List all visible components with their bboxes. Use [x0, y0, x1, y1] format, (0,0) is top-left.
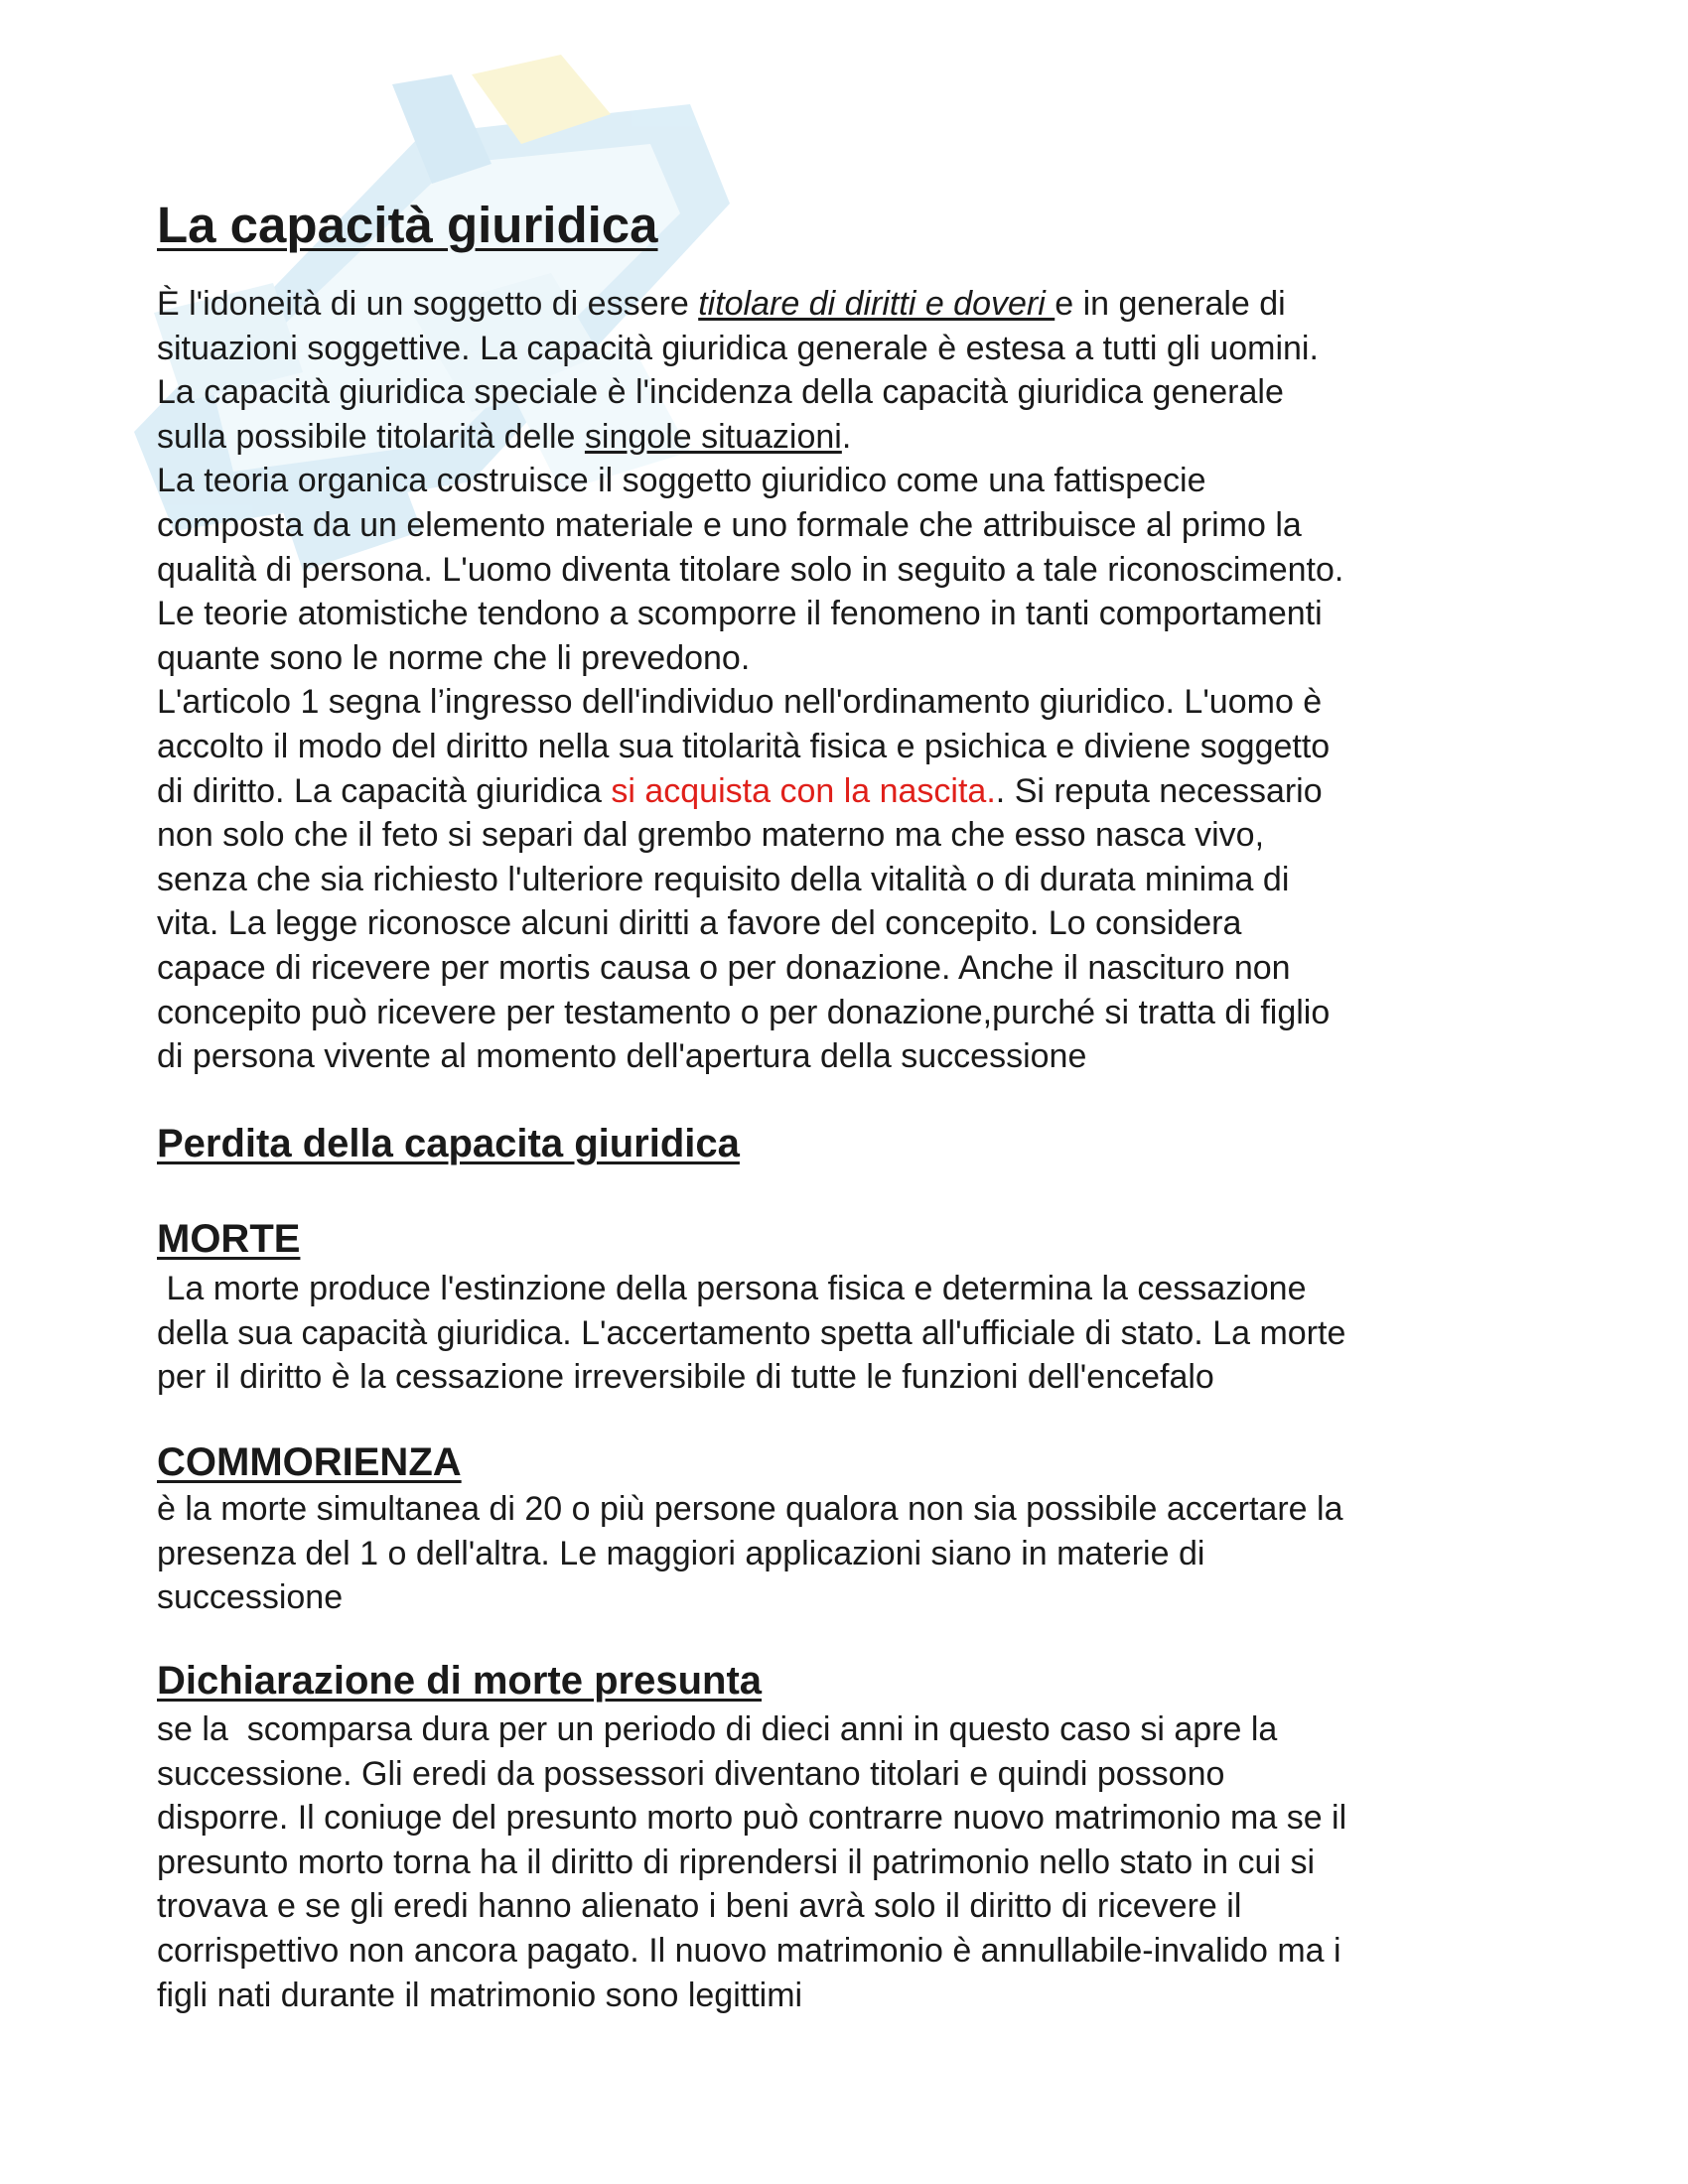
commorienza-paragraph — [157, 1487, 1342, 1620]
presumed-death-paragraph — [157, 1707, 1346, 2017]
text-line: corrispettivo non ancora pagato. Il nuovo matrimonio è annullabile-invalido ma i — [157, 1931, 1341, 1970]
section-heading-death: MORTE — [157, 1217, 301, 1261]
text-line: della sua capacità giuridica. L'accertamento spetta all'ufficiale di stato. La morte — [157, 1313, 1346, 1352]
section-heading-presumed-death: Dichiarazione di morte presunta — [157, 1659, 763, 1703]
text-line: La capacità giuridica speciale è l'incidenza della capacità giuridica generale — [157, 373, 1284, 412]
text-line: successione. Gli eredi da possessori diventano titolari e quindi possono — [157, 1754, 1225, 1793]
text-line: senza che sia richiesto l'ulteriore requisito della vitalità o di durata minima di — [157, 860, 1290, 898]
text-line: presunto morto torna ha il diritto di riprendersi il patrimonio nello stato in cui si — [157, 1843, 1315, 1881]
text-line: trovava e se gli eredi hanno alienato i beni avrà solo il diritto di ricevere il — [157, 1887, 1242, 1926]
intro-paragraph — [157, 282, 1547, 1079]
text-line: È l'idoneità di un soggetto di essere titolare di diritti e doveri e in generale di — [157, 285, 1286, 323]
text-line: per il diritto è la cessazione irreversibile di tutte le funzioni dell'encefalo — [157, 1358, 1214, 1397]
text-line: capace di ricevere per mortis causa o per donazione. Anche il nascituro non — [157, 948, 1291, 987]
text-line: non solo che il feto si separi dal grembo materno ma che esso nasca vivo, — [157, 816, 1265, 855]
text-line: La teoria organica costruisce il soggetto giuridico come una fattispecie — [157, 462, 1206, 500]
text-line: Le teorie atomistiche tendono a scomporre il fenomeno in tanti comportamenti — [157, 595, 1323, 633]
text-line: quante sono le norme che li prevedono. — [157, 638, 751, 677]
text-line: situazioni soggettive. La capacità giuridica generale è estesa a tutti gli uomini. — [157, 329, 1319, 367]
text-line: composta da un elemento materiale e uno formale che attribuisce al primo la — [157, 505, 1302, 544]
text-line: disporre. Il coniuge del presunto morto può contrarre nuovo matrimonio ma se il — [157, 1799, 1347, 1838]
underlined-text: singole situazioni — [584, 417, 842, 456]
text-line: di persona vivente al momento dell'apertura della successione — [157, 1037, 1087, 1076]
death-paragraph — [157, 1267, 1345, 1400]
text-line: successione — [157, 1578, 344, 1617]
main-content — [157, 195, 1547, 1079]
text-line: vita. La legge riconosce alcuni diritti a favore del concepito. Lo considera — [157, 904, 1242, 943]
text-line: concepito può ricevere per testamento o per donazione,purché si tratta di figlio — [157, 993, 1331, 1031]
text-line: presenza del 1 o dell'altra. Le maggiori applicazioni siano in materie di — [157, 1534, 1205, 1572]
page-title: La capacità giuridica — [157, 197, 658, 253]
text-line: sulla possibile titolarità delle singole situazioni. — [157, 417, 852, 456]
text-line: figli nati durante il matrimonio sono legittimi — [157, 1976, 803, 2014]
text-line: di diritto. La capacità giuridica si acquista con la nascita.. Si reputa necessario — [157, 771, 1323, 810]
section-heading-loss: Perdita della capacita giuridica — [157, 1122, 740, 1165]
section-heading-commorienza: COMMORIENZA — [157, 1440, 462, 1484]
highlighted-text: si acquista con la nascita. — [611, 771, 996, 810]
text-line: La morte produce l'estinzione della persona fisica e determina la cessazione — [157, 1270, 1307, 1307]
text-line: se la scomparsa dura per un periodo di dieci anni in questo caso si apre la — [157, 1710, 1278, 1748]
emphasis-text: titolare di diritti e doveri — [698, 285, 1055, 323]
text-line: qualità di persona. L'uomo diventa titolare solo in seguito a tale riconoscimento. — [157, 550, 1344, 589]
text-line: L'articolo 1 segna l’ingresso dell'individuo nell'ordinamento giuridico. L'uomo è — [157, 683, 1323, 722]
text-line: accolto il modo del diritto nella sua titolarità fisica e psichica e diviene soggetto — [157, 727, 1331, 765]
text-line: è la morte simultanea di 20 o più persone qualora non sia possibile accertare la — [157, 1490, 1343, 1528]
